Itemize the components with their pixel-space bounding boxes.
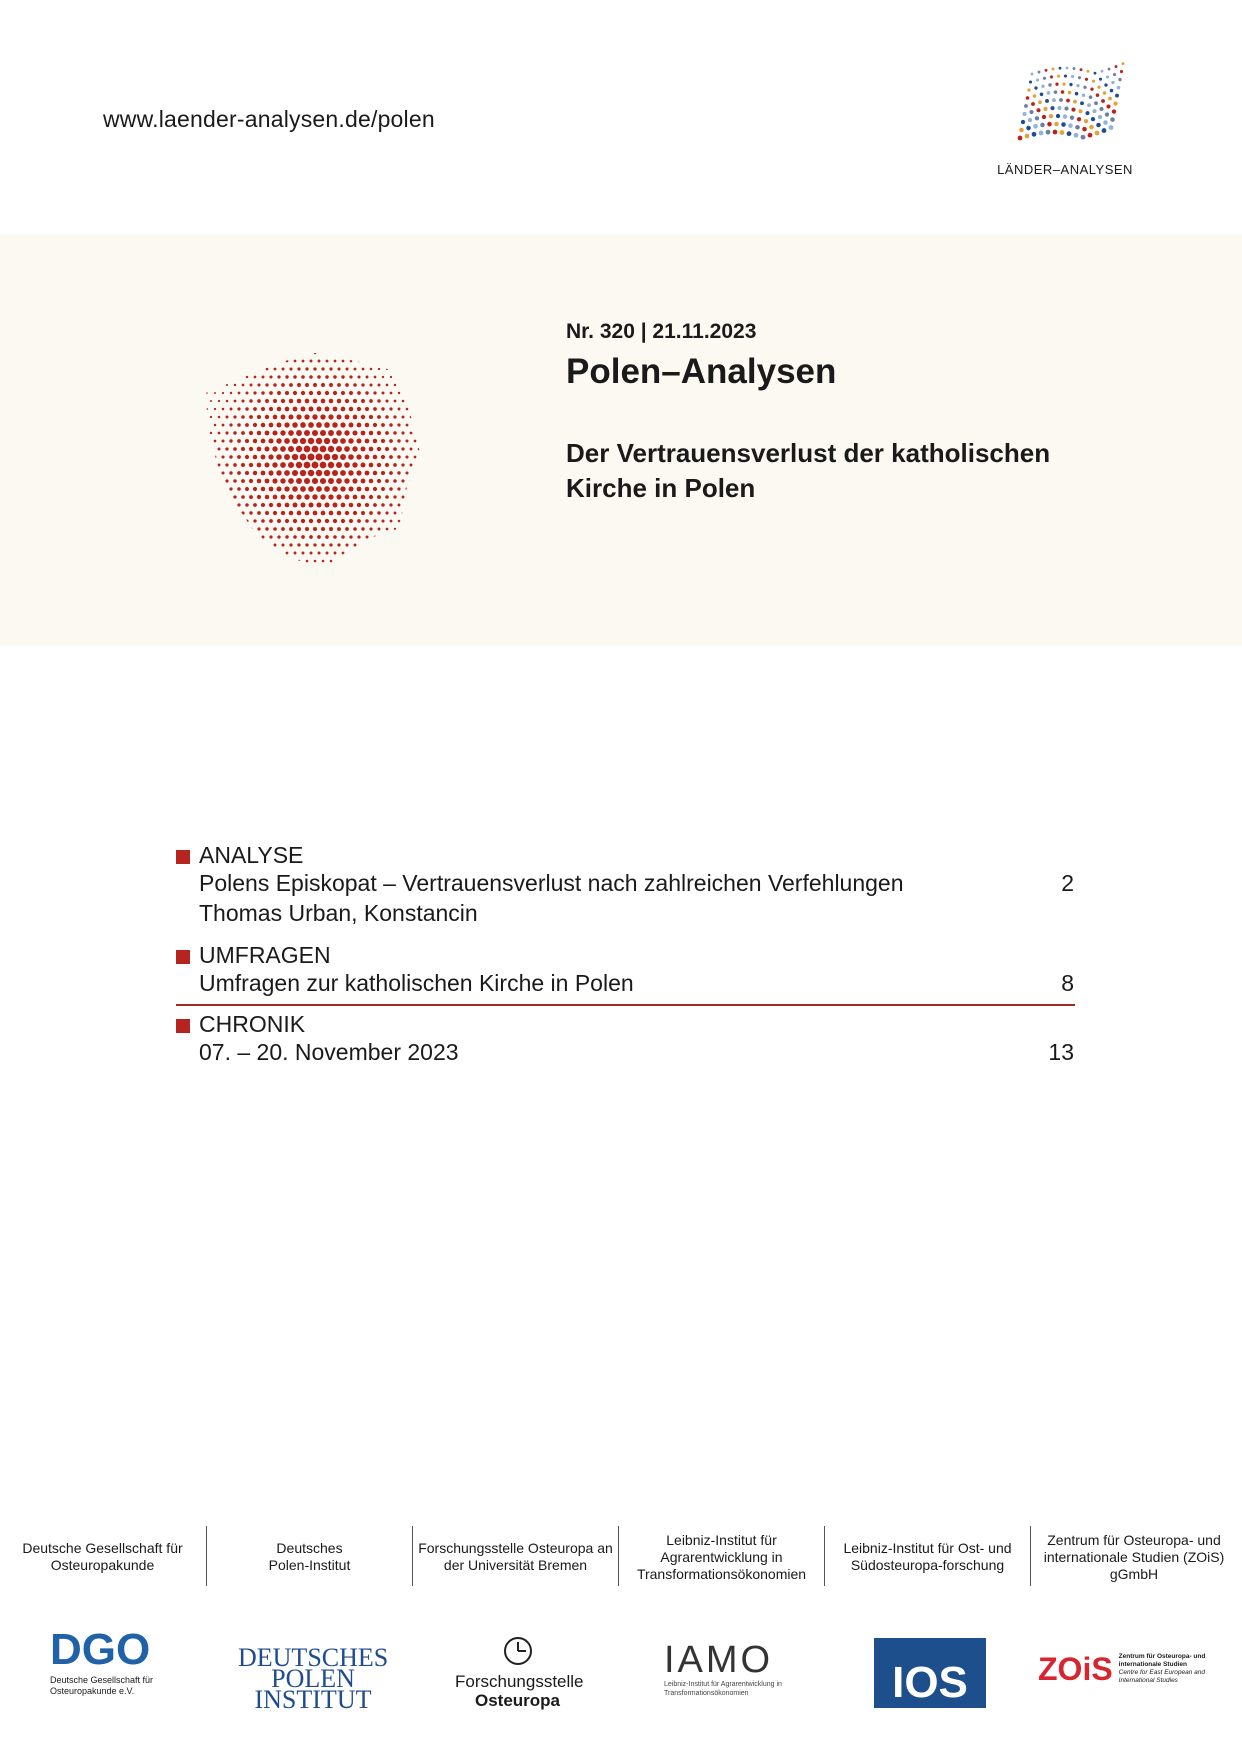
toc-section-analyse <box>176 842 1076 930</box>
iamo-wordmark: IAMO <box>664 1639 774 1681</box>
website-url[interactable]: www.laender-analysen.de/polen <box>103 106 435 132</box>
zois-subtext-de: Zentrum für Osteuropa- und internationale Studien <box>1118 1653 1206 1668</box>
ios-wordmark: IOS <box>892 1658 968 1707</box>
toc-entry-title[interactable]: Polens Episkopat – Vertrauensverlust nach zahlreichen Verfehlungen <box>199 870 904 896</box>
toc-page-number: 2 <box>1061 870 1074 896</box>
toc-entry-title[interactable]: Umfragen zur katholischen Kirche in Polen <box>199 970 634 996</box>
divider <box>1030 1526 1031 1586</box>
divider <box>412 1526 413 1586</box>
toc-entry[interactable] <box>176 1039 1076 1069</box>
toc-entry-title[interactable]: 07. – 20. November 2023 <box>199 1039 459 1065</box>
fso-line-2: Osteuropa <box>474 1691 561 1710</box>
ios-logo[interactable] <box>874 1638 986 1708</box>
partner-institutions <box>0 1526 1242 1588</box>
fso-logo[interactable] <box>455 1635 584 1710</box>
poland-map-icon <box>195 353 445 573</box>
divider <box>618 1526 619 1586</box>
toc-section-umfragen <box>176 942 1076 1000</box>
iamo-logo[interactable] <box>664 1640 784 1698</box>
red-square-icon <box>176 950 190 964</box>
red-square-icon <box>176 1019 190 1033</box>
partner-name: Leibniz-Institut für Agrarentwicklung in Transformationsökonomien <box>636 1531 807 1582</box>
toc-entry-author <box>176 900 1076 930</box>
partner-name: Zentrum für Osteuropa- und internationale Studien (ZOiS) gGmbH <box>1043 1531 1225 1582</box>
toc-author: Thomas Urban, Konstancin <box>199 900 478 926</box>
red-square-icon <box>176 850 190 864</box>
issue-number-date: Nr. 320 | 21.11.2023 <box>566 320 757 343</box>
globe-dots-icon <box>1010 58 1130 148</box>
divider <box>206 1526 207 1586</box>
issue-subtitle: Der Vertrauensverlust der katholischen Kirche in Polen <box>566 438 1051 503</box>
toc-entry[interactable] <box>176 870 1076 900</box>
toc-heading: UMFRAGEN <box>199 942 331 968</box>
dgo-subtext: Deutsche Gesellschaft für Osteuropakunde e.V. <box>50 1675 154 1696</box>
dpi-wordmark: DEUTSCHES POLEN INSTITUT <box>238 1643 389 1714</box>
dpi-logo[interactable] <box>238 1643 389 1714</box>
toc-heading: CHRONIK <box>199 1011 306 1037</box>
divider <box>824 1526 825 1586</box>
partner-name: Forschungsstelle Osteuropa an der Universität Bremen <box>418 1540 613 1573</box>
partner-name: Deutsche Gesellschaft für Osteuropakunde <box>22 1540 183 1573</box>
partner-name: Leibniz-Institut für Ost- und Südosteuropa-forschung <box>843 1540 1012 1573</box>
dgo-wordmark: DGO <box>50 1625 151 1674</box>
toc-page-number: 8 <box>1061 970 1074 996</box>
iamo-subtext: Leibniz-Institut für Agrarentwicklung in Transformationsökonomien <box>664 1681 782 1697</box>
laender-analysen-logo <box>990 58 1140 178</box>
dgo-logo[interactable] <box>50 1625 160 1697</box>
fso-line-1: Forschungsstelle <box>455 1672 584 1691</box>
zois-logo[interactable] <box>1038 1652 1238 1686</box>
partner-name: Deutsches Polen-Institut <box>268 1540 351 1573</box>
toc-divider <box>176 1004 1075 1006</box>
zois-subtext-en: Centre for East European and International Studies <box>1118 1669 1206 1684</box>
toc-entry[interactable] <box>176 970 1076 1000</box>
toc-section-chronik <box>176 1011 1076 1069</box>
zois-wordmark: ZOiS <box>1038 1651 1113 1687</box>
toc-heading: ANALYSE <box>199 842 304 868</box>
toc-page-number: 13 <box>1048 1039 1074 1065</box>
clock-icon <box>502 1635 534 1667</box>
series-title: Polen–Analysen <box>566 352 837 391</box>
logo-text: LÄNDER–ANALYSEN <box>997 162 1133 177</box>
